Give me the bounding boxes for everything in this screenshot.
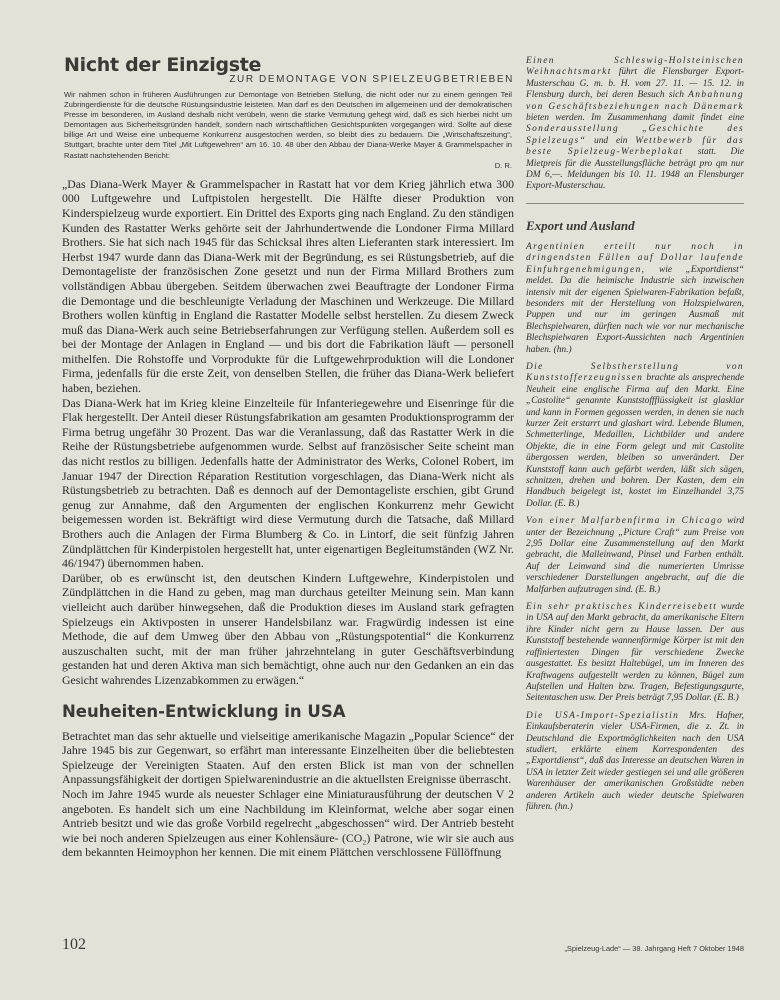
sidebar-item xyxy=(526,711,744,814)
sidebar-item xyxy=(526,602,744,705)
item-signature: (E. B.) xyxy=(635,584,661,595)
spaced-text: Einen Schleswig-Holsteinischen Weihnachtsmarkt xyxy=(526,56,744,78)
item-lead: Die USA-Import-Spezialistin xyxy=(526,710,680,721)
second-article-body xyxy=(62,729,514,860)
item-text: wie „Exportdienst“ meldet. Da die heimische Industrie sich inzwischen intensiv mit der eigenen Spielwaren-Fabrikation befaßt, besonders mit der Herstellung von Holzspielwaren, Puppen und nur im geringen Ausmaß mit Blechspielwaren, dürften nach wie vor nur mechanische Blechspielwaren Export-Aussichten nach Argentinien haben. xyxy=(526,264,745,355)
notice-text: statt. Die Mietpreis für die Ausstellungsfläche beträgt pro qm nur DM 6,—. Meldungen bis 10. 11. 1948 an Flensburger Export-Musterschau. xyxy=(526,147,745,192)
journal-footer: „Spielzeug-Lade“ — 38. Jahrgang Heft 7 Oktober 1948 xyxy=(564,944,744,953)
sidebar-item xyxy=(526,362,744,510)
notice-text: führt die Flensburger Export-Musterschau G. m. b. H. vom 27. 11. — 15. 12. in Flensburg durch, bei deren Besuch sich xyxy=(526,67,744,101)
item-lead: Argentinien erteilt nur noch in dringendsten Fällen auf Dollar laufende Einfuhrgenehmigungen, xyxy=(526,241,744,275)
sidebar-item xyxy=(526,242,744,356)
editor-intro xyxy=(64,90,512,171)
item-signature: (hn.) xyxy=(553,344,572,355)
intro-text: Wir nahmen schon in früheren Ausführungen zur Demontage von Betrieben Stellung, die nicht oder nur zu einem geringen Teil Zubringerdienste für die deutsche Rüstungsindustrie leisteten. Man darf es den Deutschen im allgemeinen und der demokratischen Presse im besonderen, im Ausland deshalb nicht verübeln, wenn die starke Vermutung gehegt wird, daß es sich hierbei nicht um Demontagen aus Sicherheitsgründen handelt, sondern nach wirtschaftlichen Gesichtspunkten vorgegangen wird. Sollte auf diese billige Art und Weise eine unbequeme Konkurrenz ausgestochen werden, so bleibt dies zu bedauern. Die „Wirtschaftszeitung“, Stuttgart, brachte unter dem Titel „Mit Luftgewehren“ am 16. 10. 48 über den Abbau der Diana-Werke Mayer & Grammelspacher in Rastatt nachstehenden Bericht: xyxy=(64,90,512,160)
item-signature: (E. B.) xyxy=(714,693,739,704)
article-subtitle: ZUR DEMONTAGE VON SPIELZEUGBETRIEBEN xyxy=(229,74,514,85)
item-text: wurde in USA auf den Markt gebracht, da amerikanische Eltern ihre Kinder nicht gern zu Hause lassen. Der aus Kunststoff bestehende wannenförmige Körper ist mit den raffiniertesten Dingen für verschiedene Zwecke ausgestattet. Es besitzt Haltebügel, um im Inneren des Kraftwagens aufgestellt werden zu können, Bügel zum Aufstellen und Halten bzw. Tragen, Befestigungsgurte, Seitentaschen usw. Der Preis beträgt 7,95 Dollar. xyxy=(526,602,744,704)
sidebar-column xyxy=(526,56,744,819)
paragraph: Das Diana-Werk hat im Krieg kleine Einzelteile für Infanteriegewehre und Eisenringe für die Flak hergestellt. Der Anteil dieser Rüstungsfabrikation am gesamten Produktionsprogramm der Firma betrug ungefähr 30 Prozent. Das war die Veranlassung, daß das Rastatter Werk in die Reihe der Rüstungsbetriebe aufgenommen wurde. Selbst auf französischer Seite scheint man das nicht restlos zu billigen. Jedenfalls hatte der Administrator des Werks, Colonel Robert, im Januar 1947 der Direction Réparation Restitution vorgeschlagen, das Diana-Werk nicht als Rüstungsbetrieb zu betrachten. Daß es dennoch auf der Demontageliste erschien, gibt Grund genug zur Annahme, daß den Argumenten der englischen Konkurrenz mehr Gewicht beigemessen worden ist. Bekräftigt wird diese Vermutung durch die Tatsache, daß Millard Brothers auch die Anlagen der Firma Blumberg & Co. in Lintorf, die seit fünfzig Jahren Zündplättchen für Kinderpistolen hergestellt hat, unter eigenartigen Begleitumständen (WZ Nr. 46/1947) übernommen haben. xyxy=(62,395,514,571)
item-signature: (hn.) xyxy=(554,801,573,812)
paragraph: „Das Diana-Werk Mayer & Grammelspacher in Rastatt hat vor dem Krieg jährlich etwa 300 000 Luftgewehre und Luftpistolen hergestellt. Die Hälfte dieser Produktion von Kinderspielzeug wurde exportiert. Ein Drittel des Exports ging nach England. Zu den ständigen Kunden des Rastatter Werks gehörte seit der Jahrhundertwende die Londoner Firma Millard Brothers. Sie hat sich nach 1945 für das Schicksal ihres alten Lieferanten stark interessiert. Im Herbst 1947 wurde dann das Diana-Werk mit der Begründung, es sei Rüstungsbetrieb, auf die Demontageliste der französischen Zone gesetzt und nun der Firma Millard Brothers zum vollständigen Abbau übergeben. Seitdem überwachen zwei Beauftragte der Londoner Firma die Demontage und die beschleunigte Verladung der Maschinen und Werkzeuge. Die Millard Brothers wollen künftig in England die Rastatter Modelle selbst herstellen. Zu diesem Zweck muß das Diana-Werk auch seine Betriebserfahrungen zur Verfügung stellen. Außerdem soll es bei der Montage der Anlagen in England — und bis dort die Fabrikation läuft — personell mithelfen. Die Rohstoffe und Vorprodukte für die Luftgewehrproduktion will die Londoner Firma, jedenfalls für die erste Zeit, von denselben Stellen, die früher das Diana-Werk beliefert haben, beziehen. xyxy=(62,176,514,396)
spaced-text: Anbahnung von Geschäftsbeziehungen nach Dänemark xyxy=(526,90,744,112)
second-article-title: Neuheiten-Entwicklung in USA xyxy=(62,701,346,721)
item-text: wird unter der Bezeichnung „Picture Craft“ zum Preise von 2,95 Dollar eine Zusammenstellung auf den Markt gebracht, die Malleinwand, Pinsel und Farben enthält. Auf der Leinwand sind die numerierten Umrisse verschiedener Darstellungen angebracht, auf die die Malfarben aufzutragen sind. xyxy=(526,516,745,595)
sidebar-items xyxy=(526,242,744,814)
page-number: 102 xyxy=(62,936,86,953)
paragraph: Darüber, ob es erwünscht ist, den deutschen Kindern Luftgewehre, Kinderpistolen und Zündplättchen in die Hand zu geben, mag man durchaus geteilter Meinung sein. Man kann vielleicht auch darüber hinwegsehen, daß die Produktion dieses im Ausland stark gefragten Spielzeugs ein Aktivposten in unserer Handelsbilanz war. Fragwürdig indessen ist eine Methode, die auf dem Umweg über den Abbau von „Rüstungspotential“ die Konkurrenz auszuschalten sucht, mit der man früher jahrzehntelang in guter Geschäftsverbindung gestanden hat und deren Aktiva man sich bemächtigt, ohne auch nur den Gedanken an ein das Gesicht wahrendes Lizenzabkommen zu erwägen.“ xyxy=(62,570,514,687)
item-signature: (E. B.) xyxy=(554,498,580,509)
intro-signature: D. R. xyxy=(494,160,512,170)
item-lead: Ein sehr praktisches Kinderreisebett xyxy=(526,602,718,613)
spaced-text: Wettbewerb für das beste Spielzeug-Werbeplakat xyxy=(526,135,744,158)
sidebar-item xyxy=(526,516,744,596)
item-text: Mrs. Hafner, Einkaufsberaterin vieler USA-Firmen, die z. Zt. in Deutschland die Exportmöglichkeiten nach den USA studiert, erklärte einem Korrespondenten des „Exportdienst“, daß das Interesse an deutschen Waren in USA in letzter Zeit wieder gestiegen sei und alle größeren Warenhäuser der amerikanischen Großstädte neben anderen Artikeln auch wieder deutsche Spielwaren führen. xyxy=(526,710,744,812)
article-body xyxy=(62,177,514,688)
notice-text: und ein xyxy=(594,135,628,146)
main-column xyxy=(62,48,514,860)
divider xyxy=(526,203,744,204)
paragraph: Betrachtet man das sehr aktuelle und vielseitige amerikanische Magazin „Popular Science“ der Jahre 1945 bis zur Gegenwart, so erfährt man interessante Einzelheiten über die beliebtesten Spielzeuge der Vereinigten Staaten. Auf den ersten Blick ist man von der schnellen Anpassungsfähigkeit der dortigen Spielwarenindustrie an die aktuellsten Ereignisse überrascht. xyxy=(62,728,514,787)
article-header xyxy=(62,48,514,88)
sidebar-heading: Export und Ausland xyxy=(526,217,635,233)
spaced-text: Sonderausstellung „Geschichte des Spielzeugs“ xyxy=(526,124,744,146)
article-title: Nicht der Einzigste xyxy=(64,54,262,76)
paragraph: Noch im Jahre 1945 wurde als neuester Schlager eine Miniaturausführung der deutschen V 2 angeboten. Es handelt sich um eine Nachbildung im Kleinformat, welche aber sogar einen Antrieb besitzt und wie das große Vorbild regelrecht „abgeschossen“ wird. Der Antrieb besteht wie bei noch anderen Spielzeugen aus einer Kohlensäure- (CO₂) Patrone, wie wir sie auch aus dem bekannten Heimoyphon her kennen. Die mit einem Plättchen verschlossene Füllöffnung xyxy=(62,786,514,860)
sidebar-notice xyxy=(526,56,744,193)
item-lead: Von einer Malfarbenfirma in Chicago xyxy=(526,516,724,527)
item-lead: Die Selbstherstellung von Kunststofferzeugnissen xyxy=(526,361,744,384)
notice-text: bieten werden. Im Zusammenhang damit findet eine xyxy=(526,113,744,124)
item-text: brachte als ansprechende Neuheit eine englische Firma auf den Markt. Eine „Castolite“ genannte Kunststoffflüssigkeit ist glasklar und kann in Formen gegossen werden, in denen sie nach kurzer Zeit erstarrt und glashart wird. Lebende Blumen, Schmetterlinge, Medaillen, Lichtbilder und andere Objekte, die in eine Form gelegt und mit Castolite übergossen werden, bleiben so unverändert. Der Kunststoff kann auch gefärbt werden, läßt sich sägen, schnitzen, drehen und bohren. Der Kasten, dem ein Handbuch beigelegt ist, kostet im Einzelhandel 3,75 Dollar. xyxy=(526,373,745,509)
